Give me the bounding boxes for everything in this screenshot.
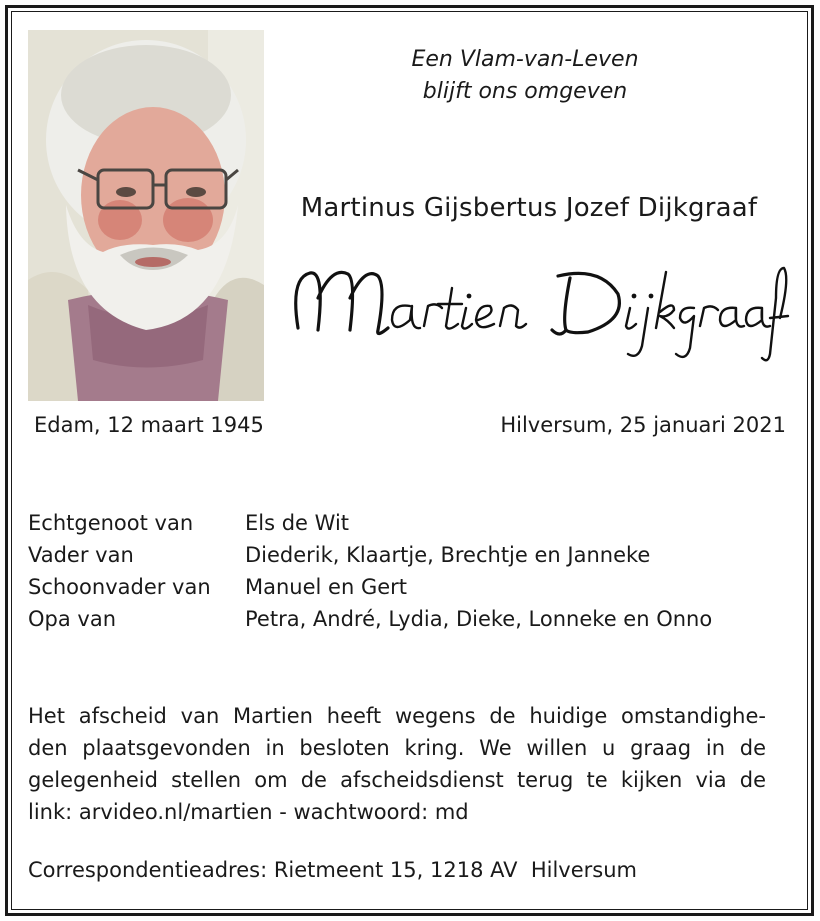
birth-place-date: Edam, 12 maart 1945	[34, 413, 264, 437]
relation-label: Opa van	[28, 607, 117, 631]
message-line: den plaatsgevonden in besloten kring. We willen u graag in de	[28, 736, 766, 760]
message-line: gelegenheid stellen om de afscheidsdienst terug te kijken via de	[28, 768, 766, 792]
relation-row	[28, 603, 712, 635]
death-place-date: Hilversum, 25 januari 2021	[500, 413, 786, 437]
relations-list	[28, 507, 712, 635]
relation-row	[28, 539, 712, 571]
relation-label: Vader van	[28, 543, 134, 567]
correspondence-address: Correspondentieadres: Rietmeent 15, 1218 AV Hilversum	[28, 858, 637, 882]
relation-value: Els de Wit	[245, 511, 350, 535]
motto	[350, 44, 700, 108]
motto-line-1: Een Vlam-van-Leven	[411, 47, 639, 72]
script-name-signature	[270, 258, 796, 368]
relation-label: Schoonvader van	[28, 575, 211, 599]
relation-row	[28, 571, 712, 603]
full-name: Martinus Gijsbertus Jozef Dijkgraaf	[300, 193, 758, 223]
relation-value: Diederik, Klaartje, Brechtje en Janneke	[245, 543, 651, 567]
farewell-message	[28, 700, 766, 828]
relation-row	[28, 507, 712, 539]
relation-label: Echtgenoot van	[28, 511, 194, 535]
portrait-photo	[28, 30, 264, 401]
message-line: link: arvideo.nl/martien - wachtwoord: md	[28, 800, 469, 824]
message-line: Het afscheid van Martien heeft wegens de huidige omstandighe-	[28, 704, 766, 728]
relation-value: Petra, André, Lydia, Dieke, Lonneke en Onno	[245, 607, 713, 631]
relation-value: Manuel en Gert	[245, 575, 408, 599]
motto-line-2: blijft ons omgeven	[422, 79, 628, 104]
